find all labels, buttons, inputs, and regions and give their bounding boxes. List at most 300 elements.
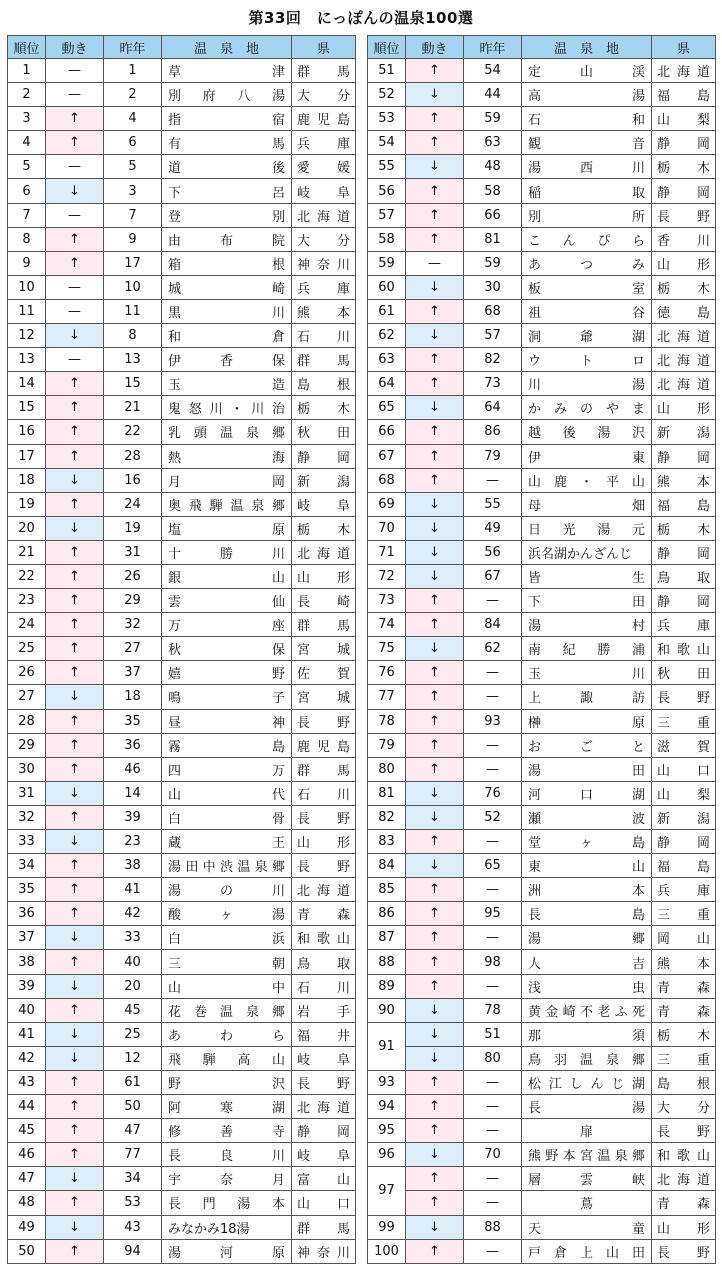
onsen-name-cell: [162, 468, 292, 492]
page-title: 第33回 にっぽんの温泉100選: [248, 8, 474, 27]
prefecture: 和 歌 山: [657, 1149, 710, 1165]
onsen-name-cell: [522, 179, 652, 203]
table-row: [368, 709, 716, 733]
prefecture: 島 根: [657, 1076, 710, 1092]
prefecture: 群 馬: [297, 1221, 350, 1237]
previous-rank-cell: 59: [464, 251, 522, 275]
previous-rank-cell: 66: [464, 203, 522, 227]
onsen-name-cell: [162, 637, 292, 661]
table-row: [368, 179, 716, 203]
prefecture-cell: [652, 1167, 716, 1191]
movement-cell: ↓: [406, 854, 464, 878]
rank-cell: 89: [368, 974, 406, 998]
movement-cell: ↓: [406, 516, 464, 540]
movement-cell: ↑: [46, 564, 104, 588]
rank-cell: 50: [8, 1239, 46, 1263]
onsen-name: 熱 海: [168, 450, 285, 466]
table-row: [8, 613, 356, 637]
rank-cell: 57: [368, 203, 406, 227]
onsen-name-cell: [162, 878, 292, 902]
header-prefecture: 県: [292, 36, 356, 59]
onsen-name: 湯 田 中 渋 温 泉 郷: [168, 860, 285, 876]
onsen-name-cell: [522, 685, 652, 709]
movement-cell: ↑: [406, 444, 464, 468]
prefecture-cell: [652, 830, 716, 854]
onsen-name-cell: [162, 1046, 292, 1070]
movement-cell: ↓: [46, 324, 104, 348]
movement-cell: ↑: [46, 1191, 104, 1215]
movement-cell: ↑: [46, 107, 104, 131]
previous-rank-cell: 13: [104, 348, 162, 372]
prefecture: 宮 城: [297, 691, 350, 707]
onsen-name: 稲 取: [528, 185, 645, 201]
prefecture-cell: [652, 637, 716, 661]
movement-cell: ↓: [46, 1215, 104, 1239]
rank-cell: 90: [368, 998, 406, 1022]
movement-cell: ↑: [46, 709, 104, 733]
rank-cell: 79: [368, 733, 406, 757]
movement-cell: ↓: [406, 781, 464, 805]
prefecture-cell: [652, 1239, 716, 1263]
prefecture-cell: [292, 59, 356, 83]
prefecture: 群 馬: [297, 354, 350, 370]
onsen-name: 南 紀 勝 浦: [528, 643, 645, 659]
table-row: [368, 902, 716, 926]
header-onsen-name: 温 泉 地: [162, 36, 292, 59]
table-row: [368, 1143, 716, 1167]
rank-cell: 41: [8, 1022, 46, 1046]
table-row: [8, 251, 356, 275]
movement-cell: —: [46, 299, 104, 323]
prefecture-cell: [292, 805, 356, 829]
onsen-name: 酸 ヶ 湯: [168, 908, 285, 924]
previous-rank-cell: 50: [104, 1095, 162, 1119]
prefecture-cell: [652, 227, 716, 251]
prefecture-cell: [652, 1095, 716, 1119]
prefecture-cell: [652, 1143, 716, 1167]
table-row: [8, 781, 356, 805]
prefecture-cell: [292, 781, 356, 805]
prefecture: 北 海 道: [657, 378, 710, 394]
onsen-name-cell: [162, 516, 292, 540]
movement-cell: ↑: [406, 902, 464, 926]
rank-cell: 94: [368, 1095, 406, 1119]
table-row: [368, 444, 716, 468]
prefecture-cell: [652, 733, 716, 757]
onsen-name-cell: [522, 589, 652, 613]
table-row: [8, 926, 356, 950]
rank-cell: 19: [8, 492, 46, 516]
table-row: [8, 998, 356, 1022]
rank-cell: 2: [8, 83, 46, 107]
rank-cell: 8: [8, 227, 46, 251]
prefecture: 栃 木: [297, 522, 350, 538]
rank-cell: 55: [368, 155, 406, 179]
previous-rank-cell: 10: [104, 275, 162, 299]
previous-rank-cell: 25: [104, 1022, 162, 1046]
rank-cell: 54: [368, 131, 406, 155]
onsen-name: 湯 の 川: [168, 884, 285, 900]
prefecture-cell: [292, 227, 356, 251]
prefecture: 富 山: [297, 1173, 350, 1189]
table-row: [8, 1095, 356, 1119]
onsen-name-cell: [522, 468, 652, 492]
previous-rank-cell: 58: [464, 179, 522, 203]
onsen-name: 定 山 渓: [528, 65, 645, 81]
prefecture-cell: [292, 1119, 356, 1143]
previous-rank-cell: 30: [464, 275, 522, 299]
onsen-name: 奥 飛 騨 温 泉 郷: [168, 498, 285, 514]
onsen-name-cell: [162, 974, 292, 998]
onsen-name: 指 宿: [168, 113, 285, 129]
prefecture-cell: [652, 1215, 716, 1239]
ranking-table-left: [7, 35, 356, 1264]
prefecture: 和 歌 山: [297, 932, 350, 948]
prefecture: 栃 木: [657, 161, 710, 177]
prefecture: 秋 田: [657, 667, 710, 683]
movement-cell: ↑: [406, 1239, 464, 1263]
movement-cell: ↑: [406, 203, 464, 227]
movement-cell: ↑: [46, 1239, 104, 1263]
onsen-name: みなかみ18湯: [168, 1221, 250, 1237]
onsen-name: お ご と: [528, 739, 645, 755]
onsen-name: 洲 本: [528, 884, 645, 900]
previous-rank-cell: 78: [464, 998, 522, 1022]
onsen-name-cell: [522, 396, 652, 420]
table-row: [368, 299, 716, 323]
rank-cell: 61: [368, 299, 406, 323]
prefecture: 熊 本: [657, 956, 710, 972]
onsen-name: 飛 騨 高 山: [168, 1052, 285, 1068]
onsen-name-cell: [522, 950, 652, 974]
prefecture: 青 森: [297, 908, 350, 924]
onsen-name: 河 口 湖: [528, 787, 645, 803]
previous-rank-cell: 27: [104, 637, 162, 661]
onsen-name: 湯 村: [528, 619, 645, 635]
onsen-name-cell: [162, 155, 292, 179]
movement-cell: ↓: [406, 540, 464, 564]
movement-cell: ↓: [406, 1143, 464, 1167]
onsen-name: 石 和: [528, 113, 645, 129]
previous-rank-cell: —: [464, 1191, 522, 1215]
rank-cell: 37: [8, 926, 46, 950]
onsen-name: 観 音: [528, 137, 645, 153]
movement-cell: ↓: [406, 1022, 464, 1046]
previous-rank-cell: —: [464, 685, 522, 709]
prefecture: 岡 山: [657, 932, 710, 948]
table-row: [368, 203, 716, 227]
table-header-row: [368, 36, 716, 59]
movement-cell: ↓: [46, 830, 104, 854]
prefecture-cell: [652, 661, 716, 685]
prefecture: 大 分: [657, 1101, 710, 1117]
rank-cell: 17: [8, 444, 46, 468]
prefecture: 島 根: [297, 378, 350, 394]
table-row: [8, 83, 356, 107]
prefecture: 長 崎: [297, 595, 350, 611]
table-header-row: [8, 36, 356, 59]
onsen-name-cell: [522, 757, 652, 781]
prefecture-cell: [652, 1022, 716, 1046]
previous-rank-cell: —: [464, 733, 522, 757]
onsen-name-cell: [522, 83, 652, 107]
header-previous-year: 昨年: [104, 36, 162, 59]
movement-cell: —: [46, 59, 104, 83]
prefecture: 三 重: [657, 715, 710, 731]
prefecture: 福 島: [657, 89, 710, 105]
rank-cell: 9: [8, 251, 46, 275]
previous-rank-cell: 57: [464, 324, 522, 348]
previous-rank-cell: 38: [104, 854, 162, 878]
previous-rank-cell: 6: [104, 131, 162, 155]
previous-rank-cell: 34: [104, 1167, 162, 1191]
prefecture-cell: [292, 1215, 356, 1239]
onsen-name: 松 江 し ん じ 湖: [528, 1076, 645, 1092]
movement-cell: ↑: [406, 131, 464, 155]
previous-rank-cell: 23: [104, 830, 162, 854]
onsen-name: 玉 造: [168, 378, 285, 394]
onsen-name-cell: [162, 1119, 292, 1143]
previous-rank-cell: 84: [464, 613, 522, 637]
onsen-name: 山 中: [168, 980, 285, 996]
movement-cell: —: [46, 203, 104, 227]
rank-cell: 65: [368, 396, 406, 420]
previous-rank-cell: 62: [464, 637, 522, 661]
prefecture: 栃 木: [657, 281, 710, 297]
onsen-name: 東 山: [528, 860, 645, 876]
prefecture: 新 潟: [297, 474, 350, 490]
previous-rank-cell: 12: [104, 1046, 162, 1070]
movement-cell: ↑: [406, 878, 464, 902]
previous-rank-cell: 65: [464, 854, 522, 878]
prefecture-cell: [652, 444, 716, 468]
table-row: [8, 540, 356, 564]
prefecture: 福 井: [297, 1028, 350, 1044]
onsen-name: 鬼 怒 川 ・ 川 治: [168, 402, 285, 418]
movement-cell: ↓: [406, 324, 464, 348]
movement-cell: ↓: [46, 516, 104, 540]
movement-cell: ↑: [46, 998, 104, 1022]
movement-cell: ↑: [46, 1143, 104, 1167]
previous-rank-cell: 94: [104, 1239, 162, 1263]
onsen-name-cell: [162, 1215, 292, 1239]
onsen-name: 野 沢: [168, 1076, 285, 1092]
prefecture: 青 森: [657, 1197, 710, 1213]
rank-cell: 1: [8, 59, 46, 83]
table-row: [368, 516, 716, 540]
rank-cell: 77: [368, 685, 406, 709]
rank-cell: 40: [8, 998, 46, 1022]
previous-rank-cell: 70: [464, 1143, 522, 1167]
previous-rank-cell: —: [464, 661, 522, 685]
rank-cell: 93: [368, 1070, 406, 1094]
onsen-name-cell: [162, 854, 292, 878]
onsen-name-cell: [162, 902, 292, 926]
onsen-name-cell: [522, 637, 652, 661]
prefecture-cell: [652, 516, 716, 540]
prefecture: 熊 本: [297, 305, 350, 321]
onsen-name-cell: [162, 830, 292, 854]
prefecture-cell: [652, 396, 716, 420]
movement-cell: ↑: [406, 1167, 464, 1191]
prefecture: 新 潟: [657, 426, 710, 442]
onsen-name: 湯 西 川: [528, 161, 645, 177]
rank-cell: 15: [8, 396, 46, 420]
previous-rank-cell: —: [464, 926, 522, 950]
previous-rank-cell: 15: [104, 372, 162, 396]
table-row: [368, 155, 716, 179]
prefecture: 石 川: [297, 787, 350, 803]
onsen-name-cell: [162, 324, 292, 348]
rank-cell: 97: [368, 1167, 406, 1215]
previous-rank-cell: 17: [104, 251, 162, 275]
prefecture: 長 野: [657, 1245, 710, 1261]
onsen-name-cell: [522, 926, 652, 950]
onsen-name: 祖 谷: [528, 305, 645, 321]
rank-cell: 56: [368, 179, 406, 203]
onsen-name-cell: [522, 1191, 652, 1215]
table-row: [8, 974, 356, 998]
table-row: [8, 1119, 356, 1143]
prefecture-cell: [292, 540, 356, 564]
previous-rank-cell: —: [464, 974, 522, 998]
previous-rank-cell: 82: [464, 348, 522, 372]
rank-cell: 18: [8, 468, 46, 492]
onsen-name-cell: [162, 613, 292, 637]
rank-cell: 52: [368, 83, 406, 107]
prefecture-cell: [292, 420, 356, 444]
table-row: [8, 1191, 356, 1215]
movement-cell: ↑: [46, 854, 104, 878]
prefecture-cell: [292, 83, 356, 107]
table-row: [8, 299, 356, 323]
table-row: [368, 275, 716, 299]
table-row: [368, 1070, 716, 1094]
previous-rank-cell: —: [464, 878, 522, 902]
prefecture-cell: [292, 107, 356, 131]
onsen-name-cell: [522, 1119, 652, 1143]
rank-cell: 64: [368, 372, 406, 396]
prefecture-cell: [292, 974, 356, 998]
prefecture-cell: [292, 709, 356, 733]
onsen-name-cell: [162, 733, 292, 757]
previous-rank-cell: 18: [104, 685, 162, 709]
table-row: [8, 372, 356, 396]
table-row: [368, 564, 716, 588]
table-row: [8, 155, 356, 179]
onsen-name-cell: [522, 420, 652, 444]
onsen-name: 昼 神: [168, 715, 285, 731]
onsen-name-cell: [162, 950, 292, 974]
onsen-name: 有 馬: [168, 137, 285, 153]
onsen-name: か み の や ま: [528, 402, 645, 418]
onsen-name-cell: [522, 974, 652, 998]
onsen-name-cell: [162, 203, 292, 227]
movement-cell: ↑: [406, 685, 464, 709]
prefecture: 岐 阜: [297, 1052, 350, 1068]
previous-rank-cell: —: [464, 757, 522, 781]
prefecture: 兵 庫: [297, 137, 350, 153]
table-row: [8, 492, 356, 516]
table-row: [8, 733, 356, 757]
previous-rank-cell: 8: [104, 324, 162, 348]
onsen-name: 下 田: [528, 595, 645, 611]
onsen-name: 銀 山: [168, 571, 285, 587]
table-row: [368, 613, 716, 637]
onsen-name-cell: [522, 1215, 652, 1239]
rank-cell: 14: [8, 372, 46, 396]
movement-cell: ↑: [406, 227, 464, 251]
table-row: [8, 179, 356, 203]
table-row: [8, 275, 356, 299]
onsen-name: 瀬 波: [528, 811, 645, 827]
prefecture-cell: [292, 685, 356, 709]
prefecture: 山 形: [297, 836, 350, 852]
prefecture: 北 海 道: [657, 354, 710, 370]
prefecture-cell: [652, 348, 716, 372]
table-row: [8, 107, 356, 131]
previous-rank-cell: 37: [104, 661, 162, 685]
movement-cell: ↓: [46, 468, 104, 492]
table-body-left: [8, 59, 356, 1264]
onsen-name-cell: [522, 1046, 652, 1070]
table-row: [368, 1046, 716, 1070]
movement-cell: ↓: [406, 492, 464, 516]
rank-cell: 71: [368, 540, 406, 564]
prefecture: 滋 賀: [657, 739, 710, 755]
previous-rank-cell: 53: [104, 1191, 162, 1215]
onsen-name: 蔦: [579, 1197, 593, 1213]
rank-cell: 85: [368, 878, 406, 902]
previous-rank-cell: 21: [104, 396, 162, 420]
rank-cell: 28: [8, 709, 46, 733]
prefecture: 山 形: [657, 257, 710, 273]
onsen-name: 下 呂: [168, 185, 285, 201]
prefecture: 鹿 児 島: [297, 739, 350, 755]
prefecture-cell: [292, 1046, 356, 1070]
previous-rank-cell: 9: [104, 227, 162, 251]
onsen-name-cell: [522, 444, 652, 468]
prefecture-cell: [292, 131, 356, 155]
prefecture-cell: [292, 926, 356, 950]
movement-cell: ↓: [46, 1167, 104, 1191]
table-row: [8, 468, 356, 492]
prefecture: 長 野: [297, 860, 350, 876]
header-previous-year: 昨年: [464, 36, 522, 59]
table-row: [8, 589, 356, 613]
table-row: [368, 781, 716, 805]
header-rank: 順位: [8, 36, 46, 59]
table-row: [368, 468, 716, 492]
prefecture-cell: [292, 830, 356, 854]
onsen-name-cell: [162, 348, 292, 372]
previous-rank-cell: 28: [104, 444, 162, 468]
previous-rank-cell: 80: [464, 1046, 522, 1070]
prefecture-cell: [292, 1070, 356, 1094]
table-row: [8, 709, 356, 733]
onsen-name-cell: [162, 926, 292, 950]
movement-cell: ↑: [46, 733, 104, 757]
rank-cell: 75: [368, 637, 406, 661]
previous-rank-cell: 86: [464, 420, 522, 444]
onsen-name: 熊 野 本 宮 温 泉 郷: [528, 1149, 645, 1165]
onsen-name-cell: [522, 540, 652, 564]
onsen-name: 川 湯: [528, 378, 645, 394]
prefecture-cell: [292, 613, 356, 637]
previous-rank-cell: 63: [464, 131, 522, 155]
table-row: [8, 637, 356, 661]
rank-cell: 31: [8, 781, 46, 805]
